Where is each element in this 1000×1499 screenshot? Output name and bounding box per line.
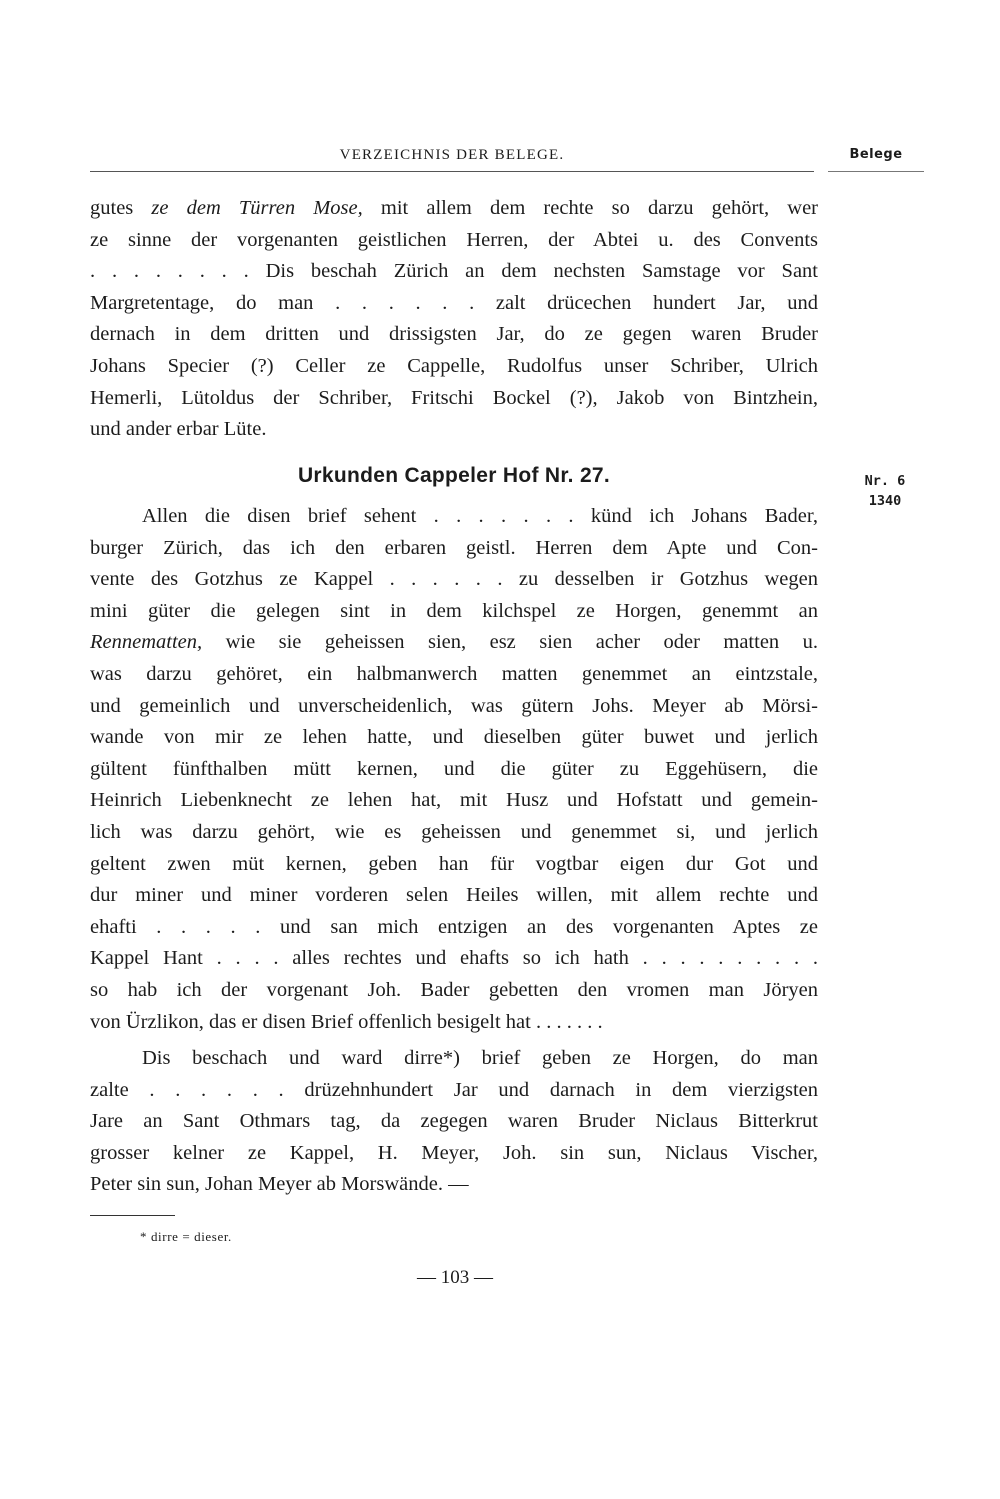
text-line xyxy=(90,1075,818,1107)
text-line xyxy=(90,256,818,288)
text-line xyxy=(90,691,818,723)
text-segment: . . . . . . . . Dis beschah Zürich an dem nechsten Samstage vor Sant xyxy=(90,260,818,283)
margin-label: Belege xyxy=(849,147,903,162)
text-line xyxy=(90,533,818,565)
text-line xyxy=(90,785,818,817)
footnote-rule xyxy=(90,1215,175,1216)
text-segment: Peter sin sun, Johan Meyer ab Morswände. — xyxy=(90,1173,469,1196)
text-segment: Dis beschach und ward dirre*) brief geben ze Horgen, do man xyxy=(142,1047,818,1069)
text-segment: Johans Specier (?) Celler ze Cappelle, Rudolfus unser Schriber, Ulrich xyxy=(90,354,818,377)
text-segment: Hemerli, Lütoldus der Schriber, Fritschi Bockel (?), Jakob von Bintzhein, xyxy=(90,386,818,409)
text-segment: dernach in dem dritten und drissigsten Jar, do ze gegen waren Bruder xyxy=(90,323,818,346)
text-segment: und gemeinlich und unverscheidenlich, was gütern Johs. Meyer ab Mörsi- xyxy=(90,694,818,717)
text-segment: geltent zwen müt kernen, geben han für vogtbar eigen dur Got und xyxy=(90,852,818,875)
section-heading: Urkunden Cappeler Hof Nr. 27. xyxy=(297,464,611,487)
continuation-text xyxy=(90,193,818,446)
text-segment: lich was darzu gehört, wie es geheissen und genemmet si, und jerlich xyxy=(90,820,818,843)
text-segment: ze sinne der vorgenanten geistlichen Herren, der Abtei u. des Convents xyxy=(90,228,818,251)
text-segment: mini güter die gelegen sint in dem kilchspel ze Horgen, genemmt an xyxy=(90,599,818,622)
text-line xyxy=(90,1169,818,1201)
text-line xyxy=(90,225,818,257)
text-line xyxy=(90,564,818,596)
text-segment: wie sie geheissen sien, esz sien acher oder matten u. xyxy=(202,631,818,654)
text-line xyxy=(90,754,818,786)
running-header: VERZEICHNIS DER BELEGE. xyxy=(339,147,565,163)
document-paragraph xyxy=(90,1043,818,1201)
text-line xyxy=(90,383,818,415)
text-segment: vente des Gotzhus ze Kappel . . . . . . zu desselben ir Gotzhus wegen xyxy=(90,568,818,591)
text-line xyxy=(90,817,818,849)
text-segment: gültent fünfthalben mütt kernen, und die güter zu Eggehüsern, die xyxy=(90,757,818,780)
text-line xyxy=(90,1138,818,1170)
text-line xyxy=(90,627,818,659)
text-segment: von Ürzlikon, das er disen Brief offenlich besigelt hat . . . . . . . xyxy=(90,1010,603,1033)
text-line xyxy=(90,1106,818,1138)
text-segment: Allen die disen brief sehent . . . . . . . künd ich Johans Bader, xyxy=(142,505,818,527)
text-line xyxy=(90,351,818,383)
margin-rule xyxy=(828,171,924,172)
text-segment: Kappel Hant . . . . alles rechtes und ehafts so ich hath . . . . . . . . . . xyxy=(90,947,818,970)
text-segment: Jare an Sant Othmars tag, da zegegen waren Bruder Niclaus Bitterkrut xyxy=(90,1110,818,1133)
text-line xyxy=(90,193,818,225)
side-year: 1340 xyxy=(868,493,902,509)
header-rule xyxy=(90,171,814,172)
page-number: — 103 — xyxy=(417,1267,493,1288)
footnote: * dirre = dieser. xyxy=(140,1229,232,1244)
text-line xyxy=(90,501,818,533)
text-segment: zalte . . . . . . drüzehnhundert Jar und darnach in dem vierzigsten xyxy=(90,1078,818,1101)
text-line xyxy=(90,880,818,912)
text-line xyxy=(90,943,818,975)
text-segment: was darzu gehöret, ein halbmanwerch matten genemmet an eintzstale, xyxy=(90,662,818,685)
text-line xyxy=(90,659,818,691)
text-line xyxy=(90,1043,818,1075)
text-line xyxy=(90,722,818,754)
text-line xyxy=(90,975,818,1007)
text-segment: gutes xyxy=(90,197,152,219)
text-segment: dur miner und miner vorderen selen Heiles willen, mit allem rechte und xyxy=(90,884,818,907)
text-segment: und ander erbar Lüte. xyxy=(90,418,267,441)
text-line xyxy=(90,319,818,351)
text-line xyxy=(90,596,818,628)
document-paragraph xyxy=(90,501,818,1038)
italic-text: ze dem Türren Mose, xyxy=(151,197,363,219)
text-line xyxy=(90,414,818,446)
text-segment: so hab ich der vorgenant Joh. Bader gebetten den vromen man Jöryen xyxy=(90,978,818,1001)
text-segment: wande von mir ze lehen hatte, und dieselben güter buwet und jerlich xyxy=(90,726,818,749)
text-line xyxy=(90,1007,818,1039)
text-segment: grosser kelner ze Kappel, H. Meyer, Joh. sin sun, Niclaus Vischer, xyxy=(90,1141,818,1164)
italic-text: Rennematten, xyxy=(90,631,203,654)
text-segment: burger Zürich, das ich den erbaren geistl. Herren dem Apte und Con- xyxy=(90,536,818,559)
text-segment: Margretentage, do man . . . . . . zalt drücechen hundert Jar, und xyxy=(90,291,818,314)
text-line xyxy=(90,288,818,320)
text-line xyxy=(90,912,818,944)
text-line xyxy=(90,849,818,881)
text-segment: ehafti . . . . . und san mich entzigen an des vorgenanten Aptes ze xyxy=(90,915,818,938)
text-segment: mit allem dem rechte so darzu gehört, wer xyxy=(362,197,818,219)
text-segment: Heinrich Liebenknecht ze lehen hat, mit Husz und Hofstatt und gemein- xyxy=(90,789,818,812)
side-number: Nr. 6 xyxy=(864,473,906,489)
